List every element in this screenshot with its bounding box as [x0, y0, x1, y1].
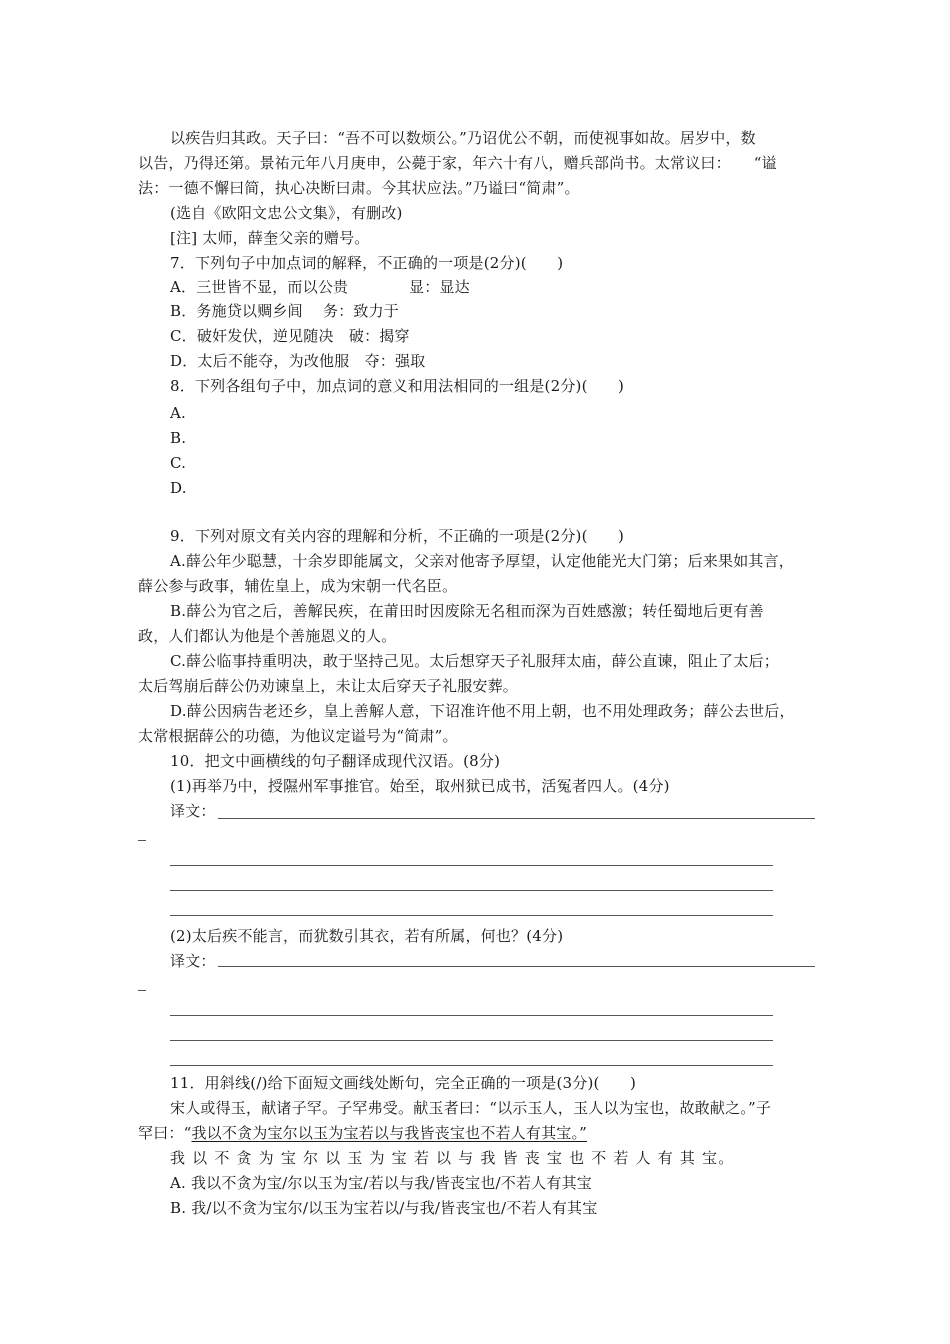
- question-7-option-b: B．务施贷以赒乡闾 务：致力于: [170, 302, 399, 320]
- answer-line[interactable]: [170, 1065, 773, 1066]
- question-9-option-d-cont: 太常根据薛公的功德，为他议定谥号为“简肃”。: [138, 727, 458, 745]
- question-8-option-a: A.: [170, 404, 187, 422]
- answer-line[interactable]: [218, 818, 815, 819]
- question-9-option-b: B.薛公为官之后，善解民疾，在莆田时因废除无名租而深为百姓感激；转任蜀地后更有善: [170, 602, 764, 620]
- question-9-option-b-cont: 政，人们都认为他是个善施恩义的人。: [138, 627, 397, 645]
- question-10-stem: 10．把文中画横线的句子翻译成现代汉语。(8分): [170, 752, 501, 770]
- answer-line[interactable]: [218, 966, 815, 967]
- annotation-note: [注] 太师，薛奎父亲的赠号。: [170, 229, 370, 247]
- question-11-text: 宋人或得玉，献诸子罕。子罕弗受。献玉者曰：“以示玉人，玉人以为宝也，故敢献之。”子: [170, 1099, 772, 1117]
- question-8-option-c: C.: [170, 454, 187, 472]
- question-7-option-c: C．破奸发伏，逆见随决 破：揭穿: [170, 327, 410, 345]
- question-11-stem: 11．用斜线(/)给下面短文画线处断句，完全正确的一项是(3分)( ): [170, 1074, 636, 1092]
- question-8-stem: 8．下列各组句子中，加点词的意义和用法相同的一组是(2分)( ): [170, 377, 625, 395]
- question-9-option-c-cont: 太后驾崩后薛公仍劝谏皇上，未让太后穿天子礼服安葬。: [138, 677, 519, 695]
- question-9-stem: 9．下列对原文有关内容的理解和分析，不正确的一项是(2分)( ): [170, 527, 625, 545]
- question-9-option-c: C.薛公临事持重明决，敢于坚持己见。太后想穿天子礼服拜太庙，薛公直谏，阻止了太后；: [170, 652, 779, 670]
- question-9-option-d: D.薛公因病告老还乡，皇上善解人意，下诏准许他不用上朝，也不用处理政务；薛公去世后，: [170, 702, 795, 720]
- question-11-option-b: B. 我/以不贪为宝尔/以玉为宝若以/与我/皆丧宝也/不若人有其宝: [170, 1199, 598, 1217]
- question-7-stem: 7．下列句子中加点词的解释，不正确的一项是(2分)( ): [170, 254, 564, 272]
- answer-line[interactable]: [170, 865, 773, 866]
- passage-line: 法：一德不懈曰简，执心决断曰肃。今其状应法。”乃谥曰“简肃”。: [138, 179, 580, 197]
- answer-line-stub: [138, 840, 146, 841]
- answer-line[interactable]: [170, 1040, 773, 1041]
- question-11-text-cont: [138, 1123, 587, 1143]
- question-10-sentence-2: (2)太后疾不能言，而犹数引其衣，若有所属，何也？(4分): [170, 927, 564, 945]
- translation-label: 译文：: [170, 952, 216, 970]
- question-11-option-a: A. 我以不贪为宝/尔以玉为宝/若以与我/皆丧宝也/不若人有其宝: [170, 1174, 592, 1192]
- answer-line[interactable]: [170, 915, 773, 916]
- answer-line[interactable]: [170, 1015, 773, 1016]
- source-citation: (选自《欧阳文忠公文集》，有删改): [170, 204, 403, 222]
- question-8-option-b: B.: [170, 429, 187, 447]
- answer-line[interactable]: [170, 890, 773, 891]
- answer-line-stub: [138, 990, 146, 991]
- question-9-option-a: A.薛公年少聪慧，十余岁即能属文，父亲对他寄予厚望，认定他能光大门第；后来果如其言，: [170, 552, 795, 570]
- underlined-sentence: 我以不贪为宝尔以玉为宝若以与我皆丧宝也不若人有其宝。”: [191, 1124, 588, 1142]
- passage-line: 以告，乃得还第。景祐元年八月庚申，公薨于家，年六十有八，赠兵部尚书。太常议曰： “谥: [138, 154, 777, 172]
- passage-line: 以疾告归其政。天子曰：“吾不可以数烦公。”乃诏优公不朝，而使视事如故。居岁中，数: [170, 129, 756, 147]
- text-prefix: 罕曰：“: [138, 1124, 192, 1142]
- question-7-option-d: D．太后不能夺，为改他服 夺：强取: [170, 352, 426, 370]
- question-9-option-a-cont: 薛公参与政事，辅佐皇上，成为宋朝一代名臣。: [138, 577, 458, 595]
- question-8-option-d: D.: [170, 479, 187, 497]
- spaced-sentence: 我 以 不 贪 为 宝 尔 以 玉 为 宝 若 以 与 我 皆 丧 宝 也 不 若 人 有 其 宝。: [170, 1149, 735, 1167]
- translation-label: 译文：: [170, 802, 216, 820]
- question-7-option-a: A．三世皆不显，而以公贵 显：显达: [170, 278, 470, 296]
- question-10-sentence-1: (1)再举乃中，授隰州军事推官。始至，取州狱已成书，活冤者四人。(4分): [170, 777, 670, 795]
